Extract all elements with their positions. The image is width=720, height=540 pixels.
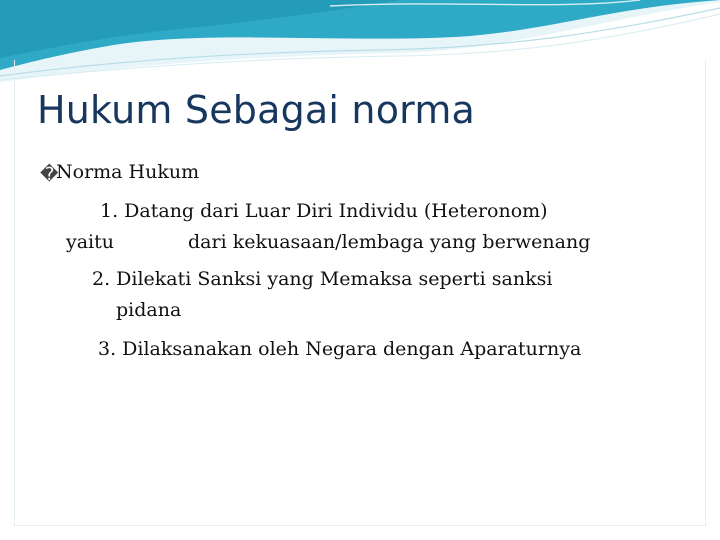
list-item-1-continuation-b: dari kekuasaan/lembaga yang berwenang <box>188 231 591 253</box>
bullet-heading: Norma Hukum <box>56 161 200 183</box>
list-item-2: 2. Dilekati Sanksi yang Memaksa seperti sanksi <box>92 268 553 290</box>
list-item-3: 3. Dilaksanakan oleh Negara dengan Aparaturnya <box>98 338 582 360</box>
bullet-glyph-icon: � <box>40 164 59 185</box>
bullet-heading-line <box>40 159 199 185</box>
slide-title: Hukum Sebagai norma <box>37 88 476 132</box>
list-item-1-continuation-a: yaitu <box>66 231 115 253</box>
list-item-1: 1. Datang dari Luar Diri Individu (Heteronom) <box>100 200 548 222</box>
list-item-2-continuation: pidana <box>116 299 182 321</box>
